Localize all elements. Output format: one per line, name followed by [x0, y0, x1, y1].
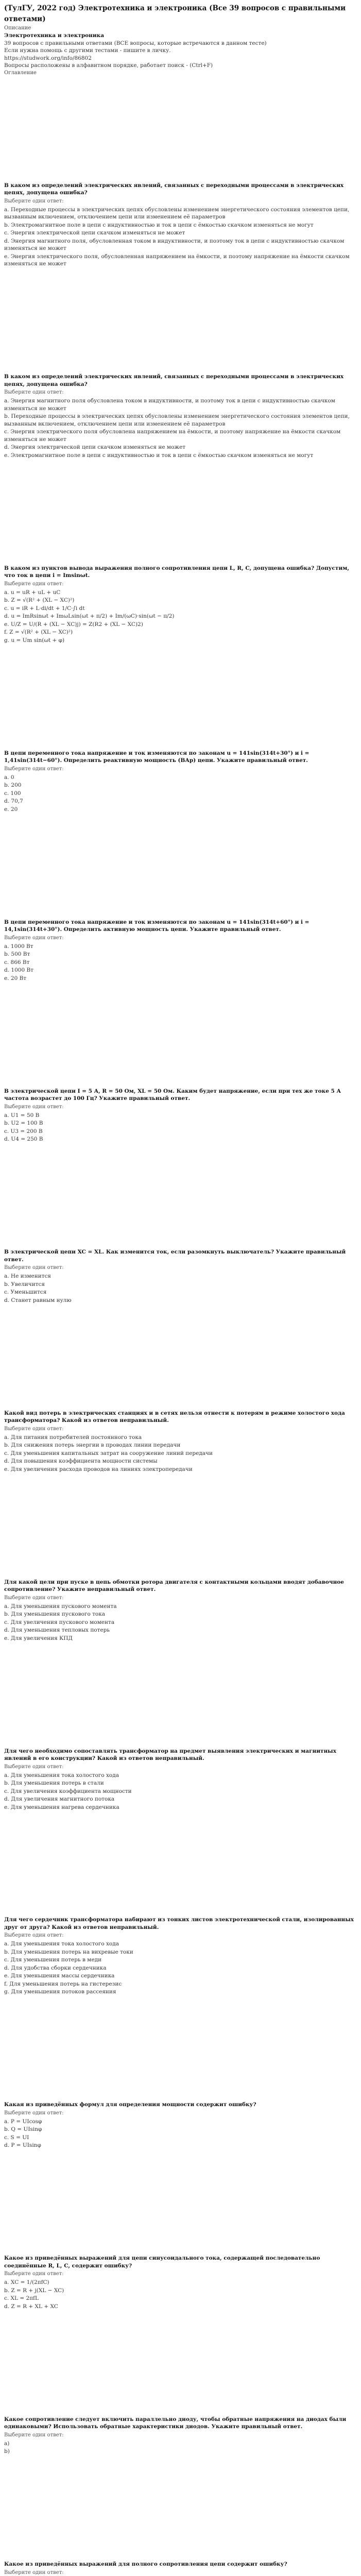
answer-option[interactable]: d. Z = R + XL + XC	[4, 2303, 58, 2310]
answer-option[interactable]: d. 70,7	[4, 798, 23, 805]
answer-option[interactable]: e. 20	[4, 806, 18, 812]
answer-prompt: Выберите один ответ:	[4, 389, 64, 396]
answer-option[interactable]: b. Увеличится	[4, 1281, 45, 1287]
answer-option[interactable]: d. Для удобства сборки сердечника	[4, 1964, 107, 1971]
question-text: Какое из приведённых выражений для полного сопротивления цепи содержит ошибку?	[4, 2561, 287, 2568]
answer-option[interactable]: a. Для питания потребителей постоянного тока	[4, 1434, 142, 1440]
answer-options	[4, 2440, 357, 2455]
answer-options	[4, 1940, 357, 1996]
question-text: Какое из приведённых выражений для цепи синусоидального тока, содержащей последовательно соединённые R, L, C, содержит ошибку?	[4, 2255, 320, 2269]
answer-option[interactable]: d. 1000 Вт	[4, 967, 33, 974]
question-block	[4, 750, 357, 814]
answer-option[interactable]: g. Для уменьшения потоков рассеяния	[4, 1989, 116, 1995]
answer-option[interactable]: e. Для уменьшения нагрева сердечника	[4, 1804, 119, 1810]
answer-option[interactable]: d. Для уменьшения тепловых потерь	[4, 1627, 110, 1634]
answer-prompt: Выберите один ответ:	[4, 1933, 64, 1939]
answer-option[interactable]: c. 866 Вт	[4, 959, 30, 965]
answer-option[interactable]: a. P = UIcosφ	[4, 2118, 42, 2125]
answer-option[interactable]: a. u = uR + uL + uC	[4, 589, 61, 596]
answer-option[interactable]: e. Для увеличения КПД	[4, 1635, 73, 1641]
question-block	[4, 373, 357, 459]
answer-option[interactable]: c. u = iR + L·di/dt + 1/C·∫i dt	[4, 605, 85, 612]
answer-options	[4, 589, 357, 645]
header	[4, 3, 357, 77]
answer-option[interactable]: c. 100	[4, 790, 21, 796]
answer-option[interactable]: e. Энергия электрического поля, обусловленная напряжением на ёмкости, и поэтому напряжение на ёмкости скачком изменяться не может	[4, 253, 350, 267]
answer-option[interactable]: a. Для уменьшения тока холостого хода	[4, 1772, 119, 1778]
question-block	[4, 2416, 357, 2455]
answer-prompt: Выберите один ответ:	[4, 2110, 64, 2116]
answer-option[interactable]: c. Для уменьшения потерь в меди	[4, 1957, 102, 1963]
question-block	[4, 919, 357, 982]
answer-prompt: Выберите один ответ:	[4, 1764, 64, 1770]
answer-option[interactable]: c. Уменьшится	[4, 1289, 47, 1296]
answer-option[interactable]: a. 0	[4, 774, 14, 781]
answer-option[interactable]: b. Для уменьшения потерь на вихревые токи	[4, 1948, 133, 1955]
question-block	[4, 565, 357, 645]
answer-option[interactable]: b. U2 = 100 В	[4, 1120, 43, 1127]
summary-text: 39 вопросов с правильными ответами (ВСЕ вопросы, которые встречаются в данном тесте)	[4, 40, 267, 46]
toc-label: Оглавление	[4, 70, 37, 76]
question-text: В электрической цепи XC = XL. Как изменится ток, если разомкнуть выключатель? Укажите правильный ответ.	[4, 1249, 346, 1263]
answer-option[interactable]: c. U3 = 200 В	[4, 1128, 43, 1134]
question-text: В каком из определений электрических явлений, связанных с переходными процессами в электрических цепях, допущена ошибка?	[4, 182, 344, 196]
answer-option[interactable]: a)	[4, 2440, 10, 2447]
order-note: Вопросы расположены в алфавитном порядке, работает поиск - (Ctrl+F)	[4, 62, 213, 69]
question-text: Какая из приведённых формул для определения мощности содержит ошибку?	[4, 2102, 256, 2108]
answer-option[interactable]: b. Для снижения потерь энергии в проводах линии передачи	[4, 1442, 181, 1449]
answer-option[interactable]: a. Для уменьшения тока холостого хода	[4, 1941, 119, 1947]
answer-option[interactable]: a. Не изменится	[4, 1273, 51, 1280]
answer-prompt: Выберите один ответ:	[4, 198, 64, 204]
answer-option[interactable]: e. Электромагнитное поле в цепи с индуктивностью и ток в цепи с ёмкостью скачком изменяться не могут	[4, 452, 314, 459]
answer-option[interactable]: c. Энергия электрической цепи скачком изменяться не может	[4, 230, 185, 236]
description-label: Описание	[4, 25, 31, 31]
question-text: В каком из определений электрических явлений, связанных с переходными процессами в электрических цепях, допущена ошибка?	[4, 374, 344, 387]
answer-option[interactable]: c. Для увеличения пускового момента	[4, 1619, 115, 1625]
answer-option[interactable]: d. Энергия электрической цепи скачком изменяться не может	[4, 444, 186, 451]
answer-option[interactable]: e. Для увеличения расхода проводов на линиях электропередачи	[4, 1466, 193, 1472]
answer-prompt: Выберите один ответ:	[4, 581, 64, 587]
question-block	[4, 1248, 357, 1304]
answer-option[interactable]: b. Электромагнитное поле в цепи с индуктивностью и ток в цепи с ёмкостью скачком изменяться не могут	[4, 222, 314, 228]
question-block	[4, 1916, 357, 1996]
answer-prompt: Выберите один ответ:	[4, 1104, 64, 1110]
answer-option[interactable]: f. Для уменьшения потерь на гистерезис	[4, 1980, 122, 1987]
question-block	[4, 182, 357, 268]
answer-options	[4, 1772, 357, 1811]
answer-prompt: Выберите один ответ:	[4, 2569, 64, 2575]
answer-options	[4, 2118, 357, 2149]
answer-option[interactable]: a. 1000 Вт	[4, 943, 33, 950]
answer-option[interactable]: f. Z = √(R² + (XL − XC)²)	[4, 629, 73, 636]
answer-option[interactable]: d. Для повышения коэффициента мощности системы	[4, 1458, 158, 1465]
answer-option[interactable]: d. Энергия магнитного поля, обусловленная током в индуктивности, и поэтому ток в цепи с индуктивностью скачком изменяться не может	[4, 238, 345, 252]
answer-option[interactable]: c. Для увеличения коэффициента мощности	[4, 1788, 132, 1794]
answer-options	[4, 943, 357, 982]
answer-option[interactable]: c. S = UI	[4, 2134, 29, 2141]
subject-name: Электротехника и электроника	[4, 32, 105, 39]
question-block	[4, 1410, 357, 1473]
answer-prompt: Выберите один ответ:	[4, 1426, 64, 1432]
answer-prompt: Выберите один ответ:	[4, 1595, 64, 1601]
answer-option[interactable]: a. XC = 1/(2πfC)	[4, 2279, 49, 2286]
answer-option[interactable]: c. Энергия электрического поля обусловлена напряжением на ёмкости, и поэтому напряжение на ёмкости скачком изменяться не может	[4, 429, 341, 443]
question-text: Для какой цели при пуске в цепь обмотки ротора двигателя с контактными кольцами вводят добавочное сопротивление? Укажите неправильный ответ.	[4, 1579, 344, 1593]
answer-option[interactable]: b. 200	[4, 782, 22, 789]
answer-option[interactable]: e. Для уменьшения массы сердечника	[4, 1973, 115, 1979]
answer-option[interactable]: b)	[4, 2448, 10, 2455]
question-text: Какое сопротивление следует включить параллельно диоду, чтобы обратные напряжения на диодах были одинаковыми? Использовать обратные характеристики диодов. Укажите правильный ответ.	[4, 2416, 347, 2430]
answer-option[interactable]: a. Переходные процессы в электрических цепях обусловлены изменением энергетического состояния элементов цепи, вызванным включением, отключением цепи или изменением её параметров	[4, 206, 350, 221]
answer-option[interactable]: e. 20 Вт	[4, 975, 27, 981]
answer-option[interactable]: b. Для уменьшения пускового тока	[4, 1611, 106, 1618]
answer-option[interactable]: d. Станет равным нулю	[4, 1297, 72, 1303]
help-hint: Если нужна помощь с другими тестами - пишите в личку.	[4, 47, 171, 54]
question-block	[4, 2255, 357, 2310]
answer-option[interactable]: c. XL = 2πfL	[4, 2295, 39, 2302]
question-block	[4, 2561, 357, 2576]
answer-option[interactable]: b. Для уменьшения потерь в стали	[4, 1780, 104, 1787]
answer-options	[4, 1603, 357, 1642]
answer-options	[4, 397, 357, 459]
answer-options	[4, 774, 357, 814]
answer-option[interactable]: b. 500 Вт	[4, 951, 30, 958]
question-text: В каком из пунктов вывода выражения полного сопротивления цепи L, R, C, допущена ошибка? Допустим, что ток в цепи i = Imsinωt.	[4, 565, 349, 579]
answer-option[interactable]: b. Z = R + j(XL − XC)	[4, 2287, 64, 2294]
question-block	[4, 1579, 357, 1642]
answer-option[interactable]: d. P = UIsinφ	[4, 2142, 41, 2149]
answer-option[interactable]: a. U1 = 50 В	[4, 1112, 40, 1118]
question-block	[4, 2101, 357, 2149]
answer-option[interactable]: d. u = ImRsinωt + ImωLsin(ωt + π/2) + Im/(ωC)·sin(ωt − π/2)	[4, 613, 175, 620]
question-block	[4, 1748, 357, 1811]
answer-option[interactable]: b. Q = UIsinφ	[4, 2126, 42, 2133]
answer-option[interactable]: c. Для уменьшения капитальных затрат на сооружение линий передачи	[4, 1450, 213, 1456]
question-text: В цепи переменного тока напряжение и ток изменяются по законам u = 141sin(314t+60°) и i = 14,1sin(314t+30°). Определить активную мощность цепи. Укажите правильный ответ.	[4, 919, 310, 933]
answer-options	[4, 1273, 357, 1304]
answer-prompt: Выберите один ответ:	[4, 2432, 64, 2438]
answer-prompt: Выберите один ответ:	[4, 1265, 64, 1271]
answer-prompt: Выберите один ответ:	[4, 2271, 64, 2277]
answer-options	[4, 1434, 357, 1473]
answer-option[interactable]: b. Z = √(R² + (XL − XC)²)	[4, 597, 75, 604]
answer-option[interactable]: a. Энергия магнитного поля обусловлена током в индуктивности, и поэтому ток в цепи с индуктивностью скачком изменяться не может	[4, 398, 335, 412]
answer-prompt: Выберите один ответ:	[4, 935, 64, 941]
answer-option[interactable]: g. u = Um sin(ωt + φ)	[4, 637, 65, 643]
profile-link[interactable]: https://studwork.org/info/86802	[4, 55, 92, 61]
answer-options	[4, 1112, 357, 1143]
question-text: Для чего необходимо сопоставлять трансформатор на предмет выявления электрических и магнитных явлений в его конструкции? Какой из ответов неправильный.	[4, 1748, 336, 1762]
answer-option[interactable]: e. U/Z = U/(R + (XL − XC)j) = Z(R2 + (XL − XC)2)	[4, 621, 143, 628]
answer-option[interactable]: a. Для уменьшения пускового момента	[4, 1603, 117, 1609]
answer-option[interactable]: b. Переходные процессы в электрических цепях обусловлены изменением энергетического состояния элементов цепи, вызванным включением, отключением цепи или изменением её параметров	[4, 413, 350, 427]
page-title: (ТулГУ, 2022 год) Электротехника и электроника (Все 39 вопросов с правильными ответами)	[4, 4, 346, 23]
answer-options	[4, 206, 357, 268]
answer-option[interactable]: d. U4 = 250 В	[4, 1136, 43, 1143]
question-text: В электрической цепи I = 5 А, R = 50 Ом, XL = 50 Ом. Каким будет напряжение, если при тех же токе 5 А частота возрастет до 100 Гц? Укажите правильный ответ.	[4, 1088, 341, 1102]
question-text: Какой вид потерь в электрических станциях и в сетях нельзя отнести к потерям в режиме холостого хода трансформатора? Какой из ответов неправильный.	[4, 1410, 345, 1424]
answer-options	[4, 2279, 357, 2310]
question-text: Для чего сердечник трансформатора набирают из тонких листов электротехнической стали, изолированных друг от друга? Какой из ответов неправильный.	[4, 1917, 354, 1930]
answer-option[interactable]: d. Для увеличения магнитного потока	[4, 1796, 115, 1803]
question-block	[4, 1088, 357, 1143]
question-text: В цепи переменного тока напряжение и ток изменяются по законам u = 141sin(314t+30°) и i = 1,41sin(314t−60°). Определить реактивную мощность (ВАр) цепи. Укажите правильный ответ.	[4, 750, 310, 764]
answer-prompt: Выберите один ответ:	[4, 766, 64, 772]
